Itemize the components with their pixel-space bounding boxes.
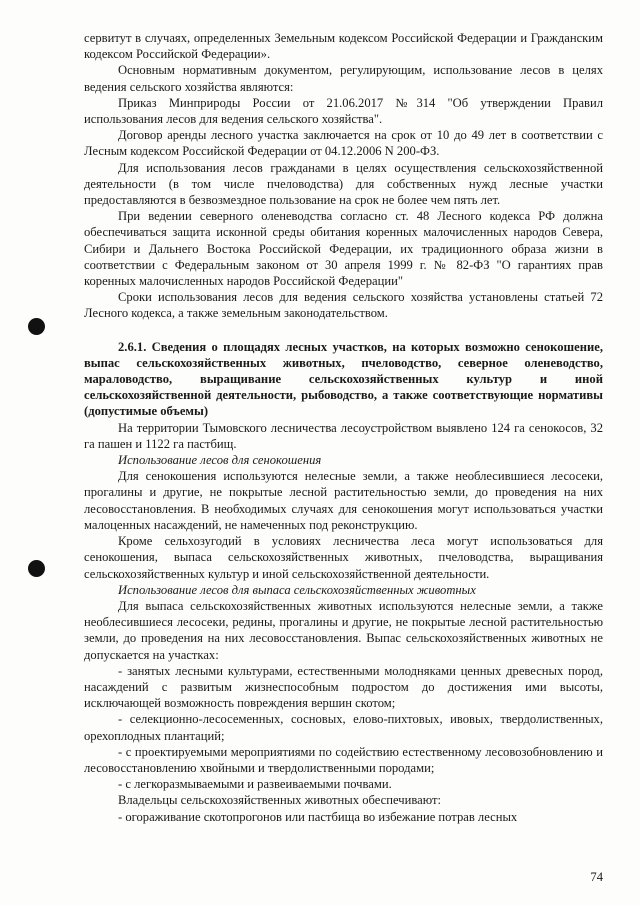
punch-hole-upper	[28, 318, 45, 335]
paragraph: Договор аренды лесного участка заключается на срок от 10 до 49 лет в соответствии с Лесным кодексом Российской Федерации от 04.12.2006 N 200-ФЗ.	[84, 128, 603, 159]
paragraph: Кроме сельхозугодий в условиях лесничества леса могут использоваться для сенокошения, выпаса сельскохозяйственных животных, пчеловодства, выращивания сельскохозяйственных культур и иной сельскохозяйственной деятельности.	[84, 534, 603, 581]
paragraph: Сроки использования лесов для ведения сельского хозяйства установлены статьей 72 Лесного кодекса, а также земельным законодательством.	[84, 290, 603, 321]
list-item: - с легкоразмываемыми и развеиваемыми почвами.	[118, 777, 392, 792]
paragraph: Приказ Минприроды России от 21.06.2017 №314 "Об утверждении Правил использования лесов для ведения сельского хозяйства".	[84, 95, 603, 127]
paragraph: На территории Тымовского лесничества лесоустройством выявлено 124 га сенокосов, 32 га пашен и 1122 га пастбищ.	[84, 420, 603, 451]
document-page	[84, 30, 603, 825]
paragraph: сервитут в случаях, определенных Земельным кодексом Российской Федерации и Гражданским кодексом Российской Федерации».	[84, 31, 603, 62]
punch-hole-lower	[28, 560, 45, 577]
spacer	[84, 322, 603, 339]
list-item: - селекционно-лесосеменных, сосновых, елово-пихтовых, ивовых, твердолиственных, орехоплодных плантаций;	[84, 712, 603, 743]
paragraph: При ведении северного оленеводства согласно ст. 48 Лесного кодекса РФ должна обеспечиваться защита исконной среды обитания коренных малочисленных народов Севера, Сибири и Дальнего Востока Российской Федерации, их традиционного образа жизни в соответствии с Федеральным законом от 30 апреля 1999 г. № 82-ФЗ "О гарантиях прав коренных малочисленных народов Российской Федерации"	[84, 209, 603, 289]
subsection-title: Использование лесов для сенокошения	[118, 453, 322, 468]
list-item: - с проектируемыми мероприятиями по содействию естественному лесовозобновлению и лесовосстановлению хвойными и твердолиственными породами;	[84, 744, 603, 775]
section-heading: 2.6.1. Сведения о площадях лесных участков, на которых возможно сенокошение, выпас сельскохозяйственных животных, пчеловодство, северное оленеводство, мараловодство, выращивание сельскохозяйственных культур и иной сельскохозяйственной деятельности, рыбоводство, а также соответствующие нормативы (допустимые объемы)	[84, 339, 603, 419]
page-number: 74	[590, 870, 603, 884]
list-item: - занятых лесными культурами, естественными молодняками ценных древесных пород, насаждений с развитым жизнеспособным подростом до достижения ими высоты, исключающей возможность повреждения вершин скотом;	[84, 663, 603, 711]
paragraph: Основным нормативным документом, регулирующим, использование лесов в целях ведения сельского хозяйства являются:	[84, 63, 603, 94]
subsection-title: Использование лесов для выпаса сельскохозяйственных животных	[118, 582, 476, 597]
paragraph: Для выпаса сельскохозяйственных животных используются нелесные земли, а также необлесившиеся лесосеки, редины, прогалины и другие, не покрытые лесной растительностью земли, до проведения на них лесовосстановления. Выпас сельскохозяйственных животных не допускается на участках:	[84, 598, 603, 662]
paragraph: Для сенокошения используются нелесные земли, а также необлесившиеся лесосеки, прогалины и другие, не покрытые лесной растительностью земли, до проведения на них лесовосстановления. В необходимых случаях для сенокошения могут использоваться участки малоценных насаждений, не намеченных под реконструкцию.	[84, 469, 603, 532]
list-item: - огораживание скотопрогонов или пастбища во избежание потрав лесных	[118, 809, 518, 824]
paragraph: Для использования лесов гражданами в целях осуществления сельскохозяйственной деятельности (в том числе пчеловодства) для собственных нужд лесные участки предоставляются в безвозмездное пользование на срок не более чем пять лет.	[84, 160, 603, 208]
paragraph: Владельцы сельскохозяйственных животных обеспечивают:	[118, 793, 441, 808]
